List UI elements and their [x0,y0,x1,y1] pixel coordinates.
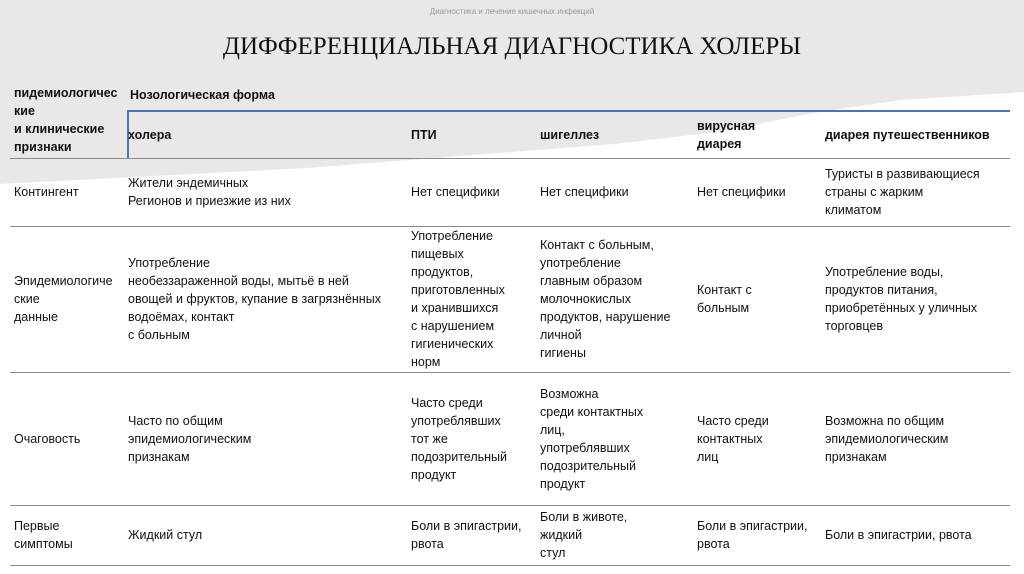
slide-title: ДИФФЕРЕНЦИАЛЬНАЯ ДИАГНОСТИКА ХОЛЕРЫ [222,33,802,60]
table-cell: Боли в эпигастрии, рвота [697,519,808,551]
table-cell: Употребление воды, продуктов питания, приобретённых у уличных торговцев [825,265,978,333]
table-cell: Боли в эпигастрии, рвота [825,528,972,542]
column-header: шигеллез [540,128,600,142]
row-label: Эпидемиологиче ские данные [14,274,113,324]
row-label: Очаговость [14,431,81,446]
column-header: вирусная диарея [697,119,756,151]
table-cell: Часто среди употреблявших тот же подозрительный продукт [411,395,508,482]
table-cell: Употребление необеззараженной воды, мытьё в ней овощей и фруктов, купание в загрязнённых водоёмах, контакт с больным [128,256,381,342]
table-cell: Жидкий стул [128,528,203,542]
group-header: Нозологическая форма [130,88,275,102]
column-header: ПТИ [411,128,437,142]
table-cell: Возможна по общим эпидемиологическим признакам [825,413,949,464]
table-cell: Контакт с больным [697,283,752,315]
corner-header: пидемиологичес кие и клинические признаки [14,86,118,154]
table-cell: Часто по общим эпидемиологическим признакам [128,413,252,464]
table-cell: Возможна среди контактных лиц, употреблявших подозрительный продукт [540,386,644,491]
table-cell: Боли в животе, жидкий стул [540,510,628,560]
column-header: холера [128,128,172,142]
table-cell: Употребление пищевых продуктов, приготовленных и хранившихся с нарушением гигиенических норм [411,229,505,369]
row-divider [10,565,1010,566]
slide-subtitle: Диагностика и лечение кишечных инфекций [429,7,595,16]
table-cell: Нет специфики [697,185,786,199]
table-cell: Боли в эпигастрии, рвота [411,519,522,551]
table-cell: Жители эндемичных Регионов и приезжие из них [128,176,291,208]
table-cell: Туристы в развивающиеся страны с жарким климатом [825,167,980,217]
row-label: Контингент [14,185,79,199]
table-cell: Часто среди контактных лиц [697,413,769,464]
column-header: диарея путешественников [825,128,990,142]
table-cell: Нет специфики [540,185,629,199]
table-cell: Нет специфики [411,185,500,199]
table-cell: Контакт с больным, употребление главным образом молочнокислых продуктов, нарушение личной гигиены [540,238,671,360]
row-label: Первые симптомы [14,519,73,551]
